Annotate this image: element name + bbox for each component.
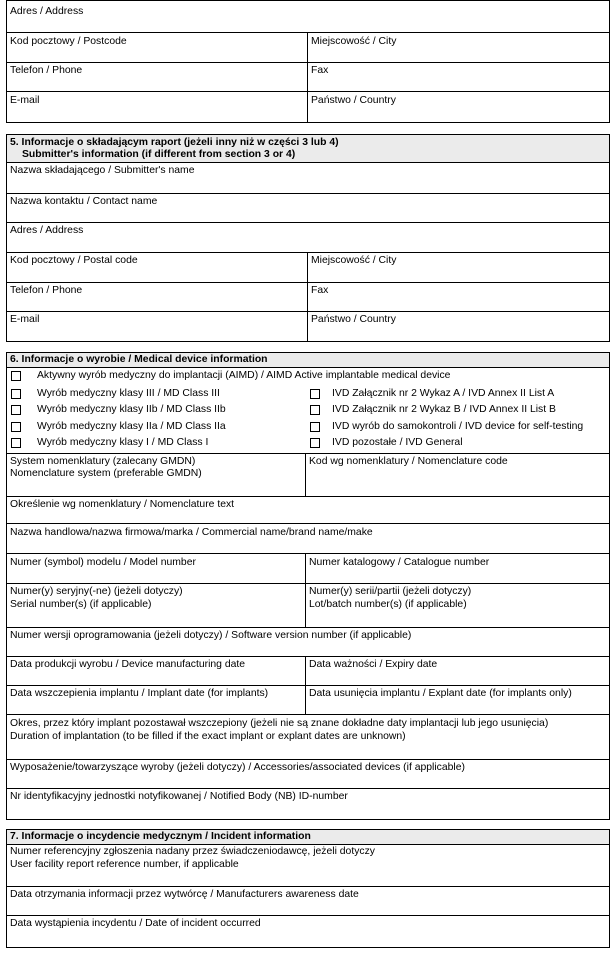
manufacturing-date-label: Data produkcji wyrobu / Device manufacturing date xyxy=(10,659,246,670)
section-6-title: 6. Informacje o wyrobie / Medical device information xyxy=(10,354,268,365)
email-label: E-mail xyxy=(10,314,40,325)
ivd-self-testing-label: IVD wyrób do samokontroli / IVD device for self-testing xyxy=(332,421,584,432)
md-class-iii-label: Wyrób medyczny klasy III / MD Class III xyxy=(37,388,220,399)
fax-label: Fax xyxy=(311,65,329,76)
md-class-iib-label: Wyrób medyczny klasy IIb / MD Class IIb xyxy=(37,404,226,415)
aimd-label: Aktywny wyrób medyczny do implantacji (AIMD) / AIMD Active implantable medical device xyxy=(37,370,451,381)
ivd-list-b-checkbox[interactable] xyxy=(310,405,320,415)
awareness-date-label: Data otrzymania informacji przez wytwórcę / Manufacturers awareness date xyxy=(10,889,359,900)
report-reference-label-en: User facility report reference number, if applicable xyxy=(10,859,239,870)
phone-label: Telefon / Phone xyxy=(10,285,83,296)
expiry-date-label: Data ważności / Expiry date xyxy=(309,659,438,670)
ivd-list-b-label: IVD Załącznik nr 2 Wykaz B / IVD Annex II List B xyxy=(332,404,556,415)
implant-duration-label: Okres, przez który implant pozostawał wszczepiony (jeżeli nie są znane dokładne daty implantacji lub jego usunięcia) xyxy=(10,718,549,729)
section-5-subtitle: Submitter's information (if different from section 3 or 4) xyxy=(22,149,296,160)
fax-label: Fax xyxy=(311,285,329,296)
postal-code-label: Kod pocztowy / Postal code xyxy=(10,255,138,266)
md-class-iii-checkbox[interactable] xyxy=(11,389,21,399)
md-class-iia-label: Wyrób medyczny klasy IIa / MD Class IIa xyxy=(37,421,226,432)
postcode-label: Kod pocztowy / Postcode xyxy=(10,36,127,47)
implant-duration-label-en: Duration of implantation (to be filled if the exact implant or explant dates are unknown) xyxy=(10,731,406,742)
country-label: Państwo / Country xyxy=(311,314,396,325)
serial-number-label-en: Serial number(s) (if applicable) xyxy=(10,599,152,610)
accessories-label: Wyposażenie/towarzyszące wyroby (jeżeli dotyczy) / Accessories/associated devices (if applicable) xyxy=(10,762,465,773)
catalogue-number-label: Numer katalogowy / Catalogue number xyxy=(309,557,490,568)
ivd-general-label: IVD pozostałe / IVD General xyxy=(332,437,463,448)
explant-date-label: Data usunięcia implantu / Explant date (for implants only) xyxy=(309,688,572,699)
address-label: Adres / Address xyxy=(10,225,84,236)
software-version-label: Numer wersji oprogramowania (jeżeli dotyczy) / Software version number (if applicable) xyxy=(10,630,412,641)
city-label: Miejscowość / City xyxy=(311,255,397,266)
md-class-i-checkbox[interactable] xyxy=(11,438,21,448)
nomenclature-text-label: Określenie wg nomenklatury / Nomenclature text xyxy=(10,499,235,510)
section-5-title: 5. Informacje o składającym raport (jeżeli inny niż w części 3 lub 4) xyxy=(10,137,339,148)
incident-date-label: Data wystąpienia incydentu / Date of incident occurred xyxy=(10,918,261,929)
lot-number-label-en: Lot/batch number(s) (if applicable) xyxy=(309,599,467,610)
nomenclature-system-label-en: Nomenclature system (preferable GMDN) xyxy=(10,468,202,479)
phone-label: Telefon / Phone xyxy=(10,65,83,76)
city-label: Miejscowość / City xyxy=(311,36,397,47)
contact-name-label: Nazwa kontaktu / Contact name xyxy=(10,196,158,207)
submitter-name-label: Nazwa składającego / Submitter's name xyxy=(10,165,195,176)
ivd-list-a-checkbox[interactable] xyxy=(310,389,320,399)
md-class-i-label: Wyrób medyczny klasy I / MD Class I xyxy=(37,437,209,448)
md-class-iib-checkbox[interactable] xyxy=(11,405,21,415)
ivd-general-checkbox[interactable] xyxy=(310,438,320,448)
implant-date-label: Data wszczepienia implantu / Implant date (for implants) xyxy=(10,688,269,699)
serial-number-label: Numer(y) seryjny(-ne) (jeżeli dotyczy) xyxy=(10,586,183,597)
lot-number-label: Numer(y) serii/partii (jeżeli dotyczy) xyxy=(309,586,472,597)
md-class-iia-checkbox[interactable] xyxy=(11,422,21,432)
notified-body-label: Nr identyfikacyjny jednostki notyfikowanej / Notified Body (NB) ID-number xyxy=(10,791,348,802)
ivd-self-testing-checkbox[interactable] xyxy=(310,422,320,432)
nomenclature-system-label: System nomenklatury (zalecany GMDN) xyxy=(10,456,196,467)
ivd-list-a-label: IVD Załącznik nr 2 Wykaz A / IVD Annex II List A xyxy=(332,388,555,399)
report-reference-label: Numer referencyjny zgłoszenia nadany przez świadczeniodawcę, jeżeli dotyczy xyxy=(10,846,376,857)
country-label: Państwo / Country xyxy=(311,95,396,106)
aimd-checkbox[interactable] xyxy=(11,371,21,381)
brand-name-label: Nazwa handlowa/nazwa firmowa/marka / Commercial name/brand name/make xyxy=(10,527,373,538)
section-7-title: 7. Informacje o incydencie medycznym / Incident information xyxy=(10,831,311,842)
address-label: Adres / Address xyxy=(10,6,84,17)
email-label: E-mail xyxy=(10,95,40,106)
nomenclature-code-label: Kod wg nomenklatury / Nomenclature code xyxy=(309,456,508,467)
model-number-label: Numer (symbol) modelu / Model number xyxy=(10,557,196,568)
